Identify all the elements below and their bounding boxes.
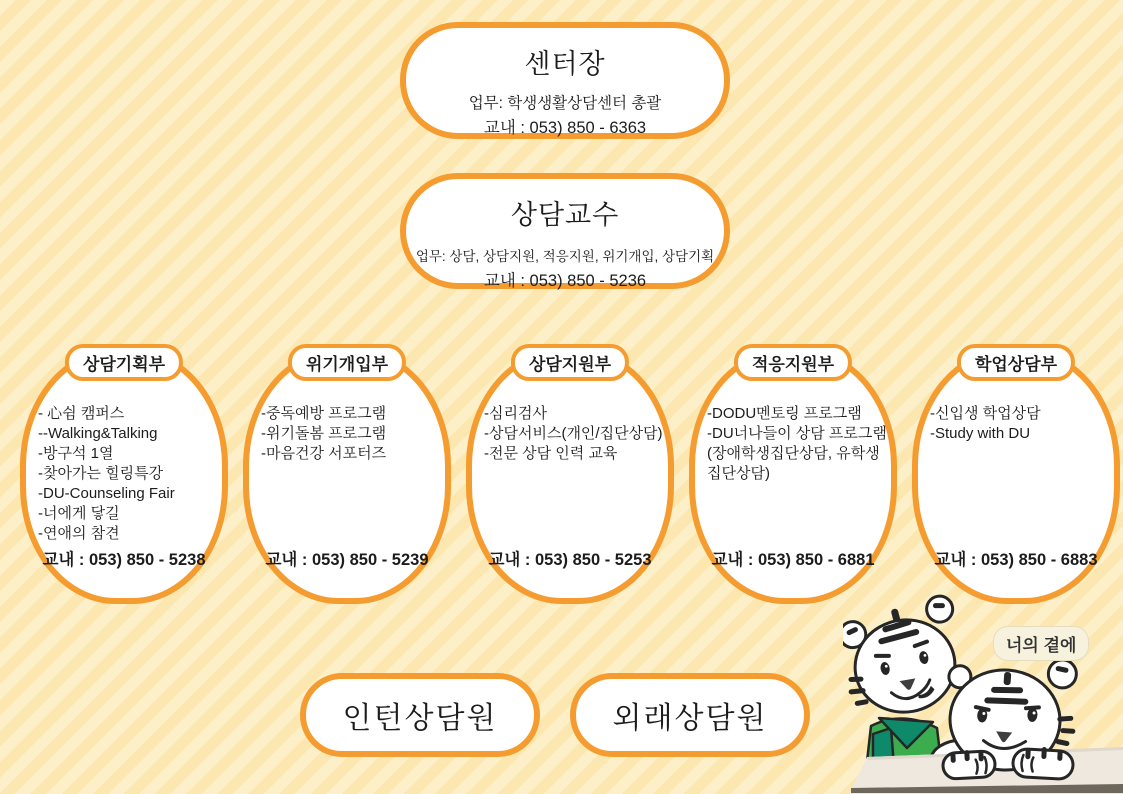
professor-phone: 교내 : 053) 850 - 5236 [483, 272, 647, 290]
director-duty: 업무: 학생생활상담센터 총괄 [468, 95, 662, 112]
program-item: -Study with DU [930, 425, 1031, 442]
department-name-pill: 상담기획부 [65, 344, 183, 381]
department-name-pill: 상담지원부 [511, 344, 629, 381]
department-program-list [38, 404, 220, 544]
department-oval-counseling-planning [20, 348, 228, 604]
program-item: -DU-Counseling Fair [38, 485, 175, 502]
intern-counselor-pill [300, 673, 540, 757]
department-program-list [261, 404, 443, 464]
department-oval-adjustment-support [689, 348, 897, 604]
department-program-list [707, 404, 889, 484]
external-counselor-pill [570, 673, 810, 757]
external-counselor-label: 외래상담원 [612, 702, 768, 735]
back-tiger-head [843, 594, 969, 722]
professor-title: 상담교수 [510, 200, 620, 230]
department-program-list [484, 404, 666, 464]
program-item: -마음건강 서포터즈 [261, 445, 387, 462]
program-item: -신입생 학업상담 [930, 405, 1041, 422]
program-item: -위기돌봄 프로그램 [261, 425, 387, 442]
program-item: -방구석 1열 [38, 445, 114, 462]
department-oval-academic-counseling [912, 348, 1120, 604]
department-phone: 교내 : 053) 850 - 6883 [934, 551, 1098, 569]
department-oval-counseling-support [466, 348, 674, 604]
program-item: - 心쉼 캠퍼스 [38, 405, 125, 422]
program-item: -심리검사 [484, 405, 547, 422]
program-item: -DODU멘토링 프로그램 [707, 405, 862, 422]
department-name-pill: 학업상담부 [957, 344, 1075, 381]
intern-counselor-label: 인턴상담원 [342, 702, 498, 735]
department-phone: 교내 : 053) 850 - 5239 [265, 551, 429, 569]
director-phone: 교내 : 053) 850 - 6363 [483, 119, 647, 137]
program-item: -너에게 닿길 [38, 505, 120, 522]
program-item: (장애학생집단상담, 유학생 [707, 445, 880, 462]
program-item: -연애의 참견 [38, 525, 120, 542]
program-item: -찾아가는 힐링특강 [38, 465, 164, 482]
director-box [400, 22, 730, 139]
program-item: --Walking&Talking [38, 425, 158, 442]
department-program-list [930, 404, 1112, 444]
professor-duty: 업무: 상담, 상담지원, 적응지원, 위기개입, 상담기획 [415, 249, 715, 264]
department-oval-crisis-intervention [243, 348, 451, 604]
tiger-mascots-illustration [843, 594, 1123, 794]
program-item: -전문 상담 인력 교육 [484, 445, 618, 462]
program-item: -중독예방 프로그램 [261, 405, 387, 422]
program-item: -상담서비스(개인/집단상담) [484, 425, 663, 442]
department-phone: 교내 : 053) 850 - 6881 [711, 551, 875, 569]
professor-box [400, 173, 730, 289]
department-phone: 교내 : 053) 850 - 5238 [42, 551, 206, 569]
director-title: 센터장 [524, 49, 606, 79]
department-phone: 교내 : 053) 850 - 5253 [488, 551, 652, 569]
department-name-pill: 위기개입부 [288, 344, 406, 381]
program-item: 집단상담) [707, 465, 770, 482]
program-item: -DU너나들이 상담 프로그램 [707, 425, 887, 442]
department-name-pill: 적응지원부 [734, 344, 852, 381]
mascot-speech-bubble: 너의 곁에 [993, 626, 1089, 661]
